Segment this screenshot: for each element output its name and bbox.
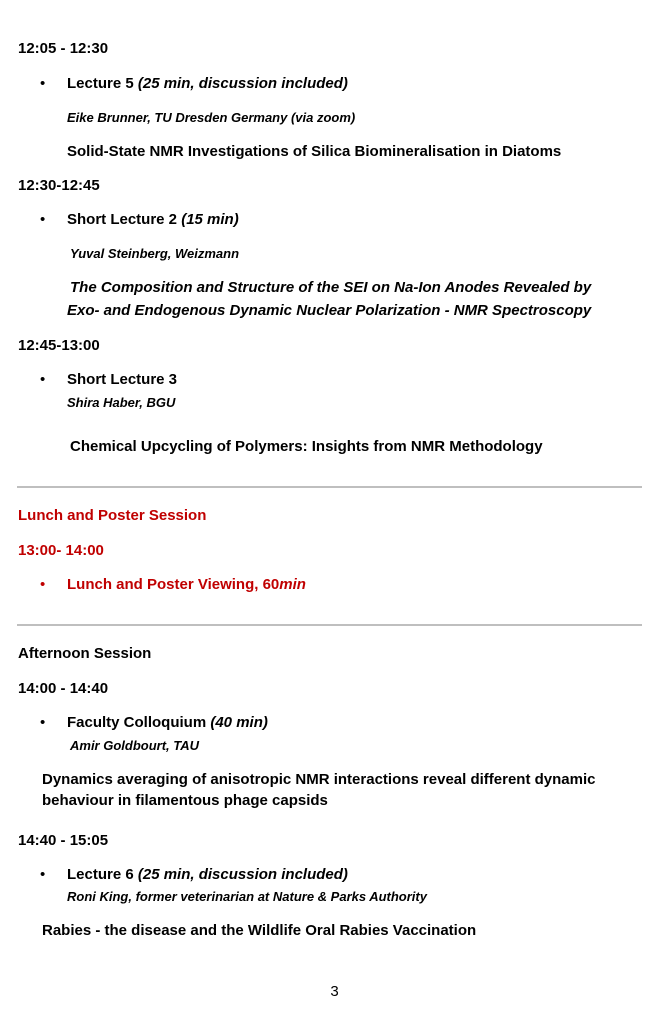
speaker: Eike Brunner, TU Dresden Germany (via zoom) [67,110,356,125]
section-heading: Lunch and Poster Session [18,507,207,524]
speaker: Amir Goldbourt, TAU [70,738,200,753]
talk-title: Solid-State NMR Investigations of Silica Biomineralisation in Diatoms [67,143,562,160]
bullet-icon: • [40,211,46,228]
time-slot: 13:00- 14:00 [18,542,104,559]
section-divider [17,624,642,626]
speaker: Roni King, former veterinarian at Nature & Parks Authority [67,889,427,904]
speaker: Yuval Steinberg, Weizmann [70,246,240,261]
bullet-icon: • [40,371,46,388]
section-heading: Afternoon Session [18,645,152,662]
page-number: 3 [330,983,339,1000]
speaker: Shira Haber, BGU [67,395,176,410]
bullet-icon: • [40,714,46,731]
bullet-icon: • [40,866,46,883]
talk-title: The Composition and Structure of the SEI on Na-Ion Anodes Revealed by [70,279,592,296]
talk-title: Chemical Upcycling of Polymers: Insights from NMR Methodology [70,438,543,455]
time-slot: 12:05 - 12:30 [18,40,109,57]
time-slot: 12:45-13:00 [18,337,100,354]
bullet-icon: • [40,75,46,92]
section-divider [17,486,642,488]
talk-title: behaviour in filamentous phage capsids [42,792,328,809]
talk-title: Dynamics averaging of anisotropic NMR interactions reveal different dynamic [42,771,596,788]
session-item: Lunch and Poster Viewing, 60min [67,576,306,593]
session-item: Lecture 5 (25 min, discussion included) [67,75,348,92]
session-item: Short Lecture 2 (15 min) [67,211,239,228]
session-item: Faculty Colloquium (40 min) [67,714,268,731]
time-slot: 14:40 - 15:05 [18,832,109,849]
session-item: Short Lecture 3 [67,371,178,388]
talk-title: Rabies - the disease and the Wildlife Oral Rabies Vaccination [42,922,477,939]
session-item: Lecture 6 (25 min, discussion included) [67,866,348,883]
time-slot: 12:30-12:45 [18,177,100,194]
time-slot: 14:00 - 14:40 [18,680,109,697]
bullet-icon: • [40,576,46,593]
talk-title: Exo- and Endogenous Dynamic Nuclear Polarization - NMR Spectroscopy [67,302,592,319]
